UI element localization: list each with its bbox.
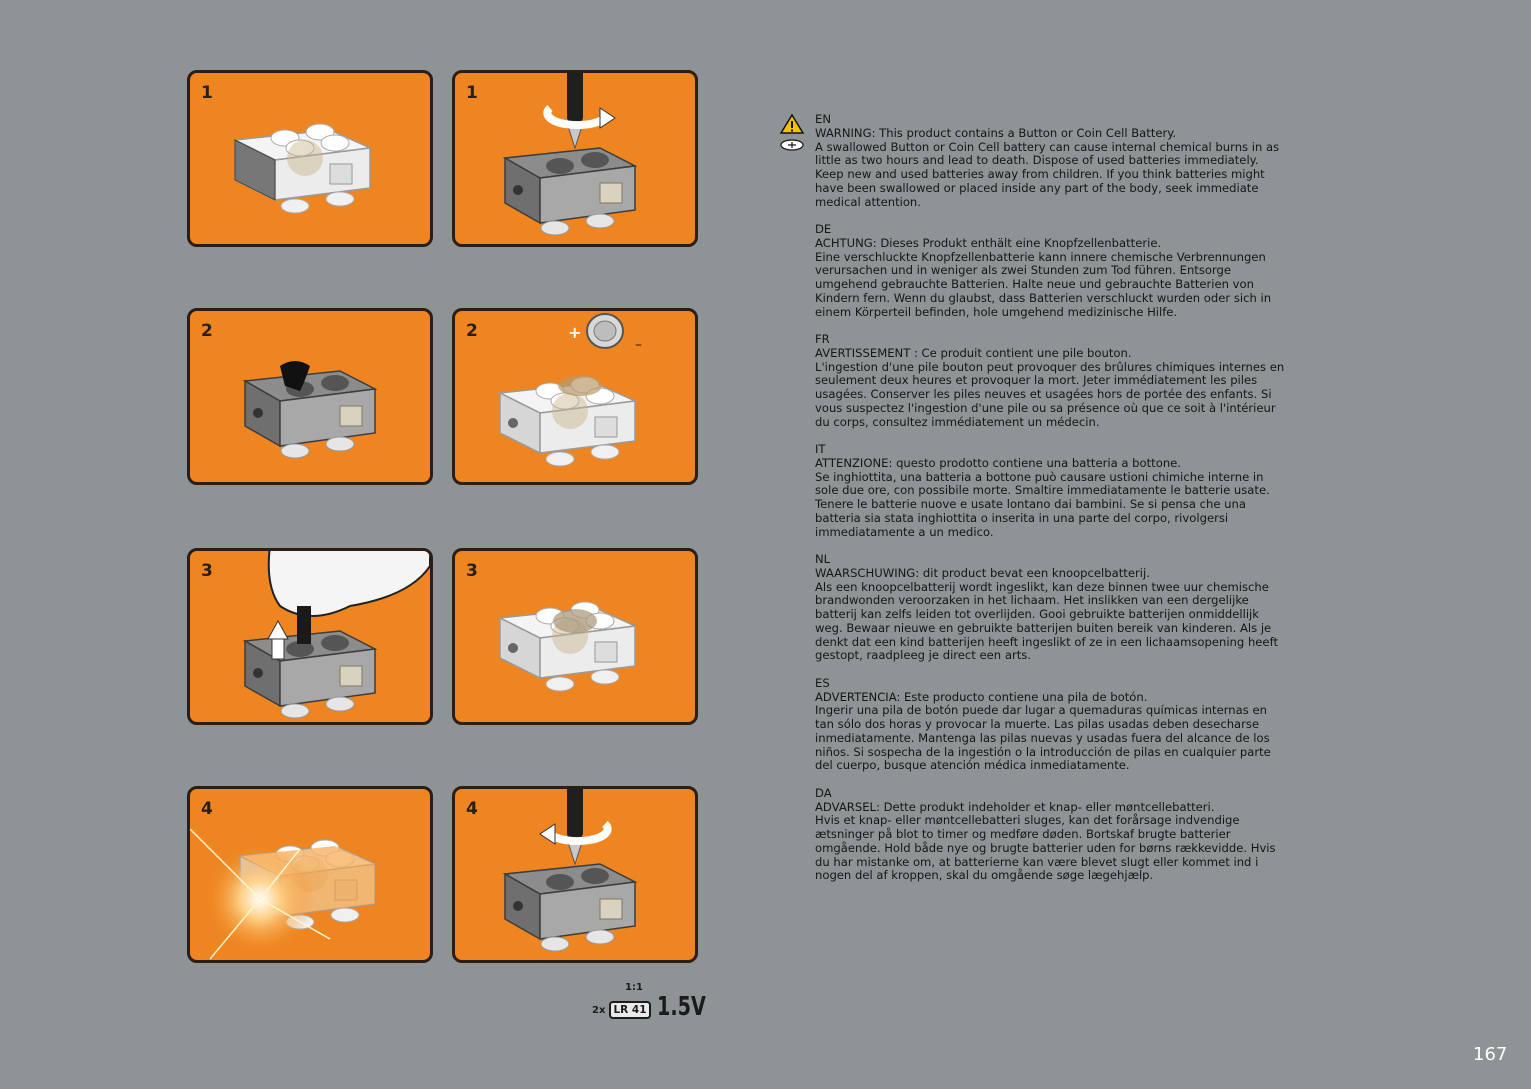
replace-lid-illustration xyxy=(190,551,430,722)
warning-fr xyxy=(815,333,1285,429)
step-panel-2-right xyxy=(452,308,698,485)
lit-brick-illustration xyxy=(190,789,430,960)
coin-cell-battery-icon xyxy=(781,140,803,150)
warning-es xyxy=(815,677,1285,773)
step-panel-2-left xyxy=(187,308,433,485)
warning-body: Ingerir una pila de botón puede dar lugar a quemaduras químicas internas en tan sólo dos horas y provocar la muerte. Las pilas usadas deben desecharse inmediatamente. Mantenga las pilas nuevas y usadas fuera del alcance de los niños. Si sospecha de la ingestión o la introducción de pilas en cualquier parte del cuerpo, busque atención médica inmediatamente. xyxy=(815,703,1271,773)
language-code: NL xyxy=(815,552,831,566)
warning-body: L'ingestion d'une pile bouton peut provoquer des brûlures chimiques internes en seulement deux heures et provoquer la mort. Jeter immédiatement les piles usagées. Conserver les piles neuves et usagées hors de portée des enfants. Si vous suspectez l'ingestion d'une pile ou sa présence où que ce soit à l'intérieur du corps, consultez immédiatement un médecin. xyxy=(815,359,1285,429)
up-arrow-icon xyxy=(268,621,288,639)
warning-da xyxy=(815,787,1285,883)
warning-de xyxy=(815,223,1285,319)
warning-body: Se inghiottita, una batteria a bottone può causare ustioni chimiche interne in sole due ore, con possibile morte. Smaltire immediatamente le batterie usate. Tenere le batterie nuove e usate lontano dai bambini. Se si pensa che una batteria sia stata inghiottita o inserita in una parte del corpo, rivolgersi immediatamente a un medico. xyxy=(815,469,1270,539)
warning-icons xyxy=(779,114,805,158)
step-panel-1-right xyxy=(452,70,698,247)
step-panel-4-left xyxy=(187,786,433,963)
warning-heading: ATTENZIONE: questo prodotto contiene una batteria a bottone. xyxy=(815,455,1181,470)
warning-heading: WARNING: This product contains a Button or Coin Cell Battery. xyxy=(815,125,1177,140)
language-code: EN xyxy=(815,112,831,126)
battery-voltage: 1.5V xyxy=(657,992,706,1022)
step-number: 1 xyxy=(201,83,213,103)
step-panel-4-right xyxy=(452,786,698,963)
language-code: ES xyxy=(815,675,830,690)
screwdriver-icon xyxy=(567,73,583,123)
screwdriver-close-illustration xyxy=(455,789,695,960)
warning-heading: ADVARSEL: Dette produkt indeholder et knap- eller møntcellebatteri. xyxy=(815,799,1215,814)
battery-minus-sign: – xyxy=(635,337,642,353)
step-number: 3 xyxy=(201,561,213,581)
scale-label: 1:1 xyxy=(625,982,643,993)
warning-body: Als een knoopcelbatterij wordt ingeslikt, kan deze binnen twee uur chemische brandwonden veroorzaken in het lichaam. Het inslikken van een dergelijke batterij kan zelfs leiden tot overlijden. Gooi gebruikte batterijen onmiddellijk weg. Bewaar nieuwe en gebruikte batterijen buiten bereik van kinderen. Als je denkt dat een kind batterijen heeft ingeslikt of ze in een lichaamsopening heeft gestopt, raadpleeg je direct een arts. xyxy=(815,579,1278,663)
brick-lid-removed-illustration xyxy=(190,311,430,482)
step-panel-1-left xyxy=(187,70,433,247)
screwdriver-open-illustration xyxy=(455,73,695,244)
warning-body: Hvis et knap- eller møntcellebatteri sluges, kan det forårsage indvendige ætsninger på blot to timer og medføre døden. Bortskaf brugte batterier omgående. Hold både nye og brugte batterier uden for børns rækkevidde. Hvis du har mistanke om, at batterierne kan være blevet slugt eller kommet ind i nogen del af kroppen, skal du omgående søge lægehjælp. xyxy=(815,813,1276,883)
battery-quantity: 2x xyxy=(592,1005,606,1016)
language-code: DE xyxy=(815,222,832,236)
warning-body: A swallowed Button or Coin Cell battery can cause internal chemical burns in as little as two hours and lead to death. Dispose of used batteries immediately. Keep new and used batteries away from children. If you think batteries might have been swallowed or placed inside any part of the body, seek immediate medical attention. xyxy=(815,139,1280,209)
battery-type-badge: LR 41 xyxy=(609,1001,651,1019)
page-number: 167 xyxy=(1473,1044,1508,1065)
screwdriver-icon xyxy=(567,789,583,839)
step-number: 3 xyxy=(466,561,478,581)
warning-heading: WAARSCHUWING: dit product bevat een knoopcelbatterij. xyxy=(815,565,1150,580)
step-panel-3-left xyxy=(187,548,433,725)
warning-en xyxy=(815,113,1285,209)
language-code: FR xyxy=(815,332,830,346)
step-panel-3-right xyxy=(452,548,698,725)
battery-plus-sign: + xyxy=(568,323,582,342)
step-number: 4 xyxy=(201,799,213,819)
warning-body: Eine verschluckte Knopfzellenbatterie kann innere chemische Verbrennungen verursachen und in weniger als zwei Stunden zum Tod führen. Entsorge umgehend gebrauchte Batterien. Halte neue und gebrauchte Batterien von Kindern fern. Wenn du glaubst, dass Batterien verschluckt wurden oder sich in einem Körperteil befinden, hole umgehend medizinische Hilfe. xyxy=(815,249,1272,319)
warning-heading: ADVERTENCIA: Este producto contiene una pila de botón. xyxy=(815,689,1148,704)
warning-heading: ACHTUNG: Dieses Produkt enthält eine Knopfzellenbatterie. xyxy=(815,235,1162,250)
battery-requirement xyxy=(590,982,705,1026)
step-number: 4 xyxy=(466,799,478,819)
step-number: 2 xyxy=(466,321,478,341)
battery-warnings xyxy=(815,113,1285,897)
language-code: DA xyxy=(815,785,832,800)
step-number: 1 xyxy=(466,83,478,103)
warning-heading: AVERTISSEMENT : Ce produit contient une pile bouton. xyxy=(815,345,1132,360)
warning-nl xyxy=(815,553,1285,663)
step-number: 2 xyxy=(201,321,213,341)
hand-icon xyxy=(269,551,430,616)
closed-brick-illustration xyxy=(455,551,695,722)
insert-battery-illustration xyxy=(455,311,695,482)
warning-triangle-icon xyxy=(781,115,803,133)
warning-it xyxy=(815,443,1285,539)
clear-light-brick-illustration xyxy=(190,73,430,244)
language-code: IT xyxy=(815,442,826,456)
